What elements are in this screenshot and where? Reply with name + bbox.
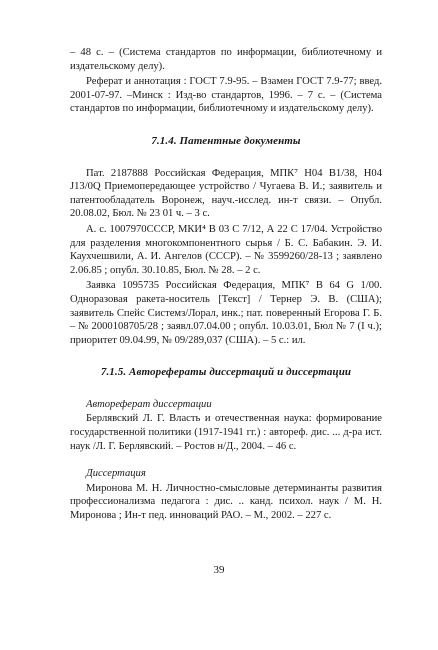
subheading-dissertation: Диссертация: [86, 468, 146, 480]
paragraph-dissertation-entry: Миронова М. Н. Личностно-смысловые детерминанты развития профессионализма педагога : дис. .. канд. психол. наук / М. Н. Миронова ; Ин-т пед. инноваций РАО. – М., 2002. – 227 с.: [70, 482, 382, 522]
page-number: 39: [213, 564, 225, 576]
paragraph-patent-application: Заявка 1095735 Российская Федерация, МПК⁷ В 64 G 1/00. Одноразовая ракета-носитель [Текст] / Тернер Э. В. (США); заявитель Спейс Системз/Лорал, инк.; пат. поверенный Егорова Г. Б. – № 2000108705/28 ; заявл.07.04.00 ; опубл. 10.03.01, Бюл № 7 (I ч.); приоритет 09.04.99, № 09/289,037 (США). – 5 с.: ил.: [70, 280, 382, 346]
paragraph-author-certificate: А. с. 1007970СССР, МКИ⁴ В 03 С 7/12, А 22 С 17/04. Устройство для разделения многокомпонентного сырья / Б. С. Бабакин. Э. И. Каухчешвили, А. И. Ангелов (СССР). – № 3599260/28-13 ; заявлено 2.06.85 ; опубл. 30.10.85, Бюл. № 28. – 2 с.: [70, 223, 382, 276]
section-title-patents: 7.1.4. Патентные документы: [151, 134, 301, 147]
section-title-dissertations: 7.1.5. Авторефераты диссертаций и диссертации: [100, 366, 352, 379]
subheading-abstract: Автореферат диссертации: [86, 398, 212, 410]
paragraph-patent: Пат. 2187888 Российская Федерация, МПК⁷ Н04 В1/38, Н04 J13/0Q Приемопередающее устройство / Чугаева В. И.; заявитель и патентообладатель Воронеж, науч.-исслед. ин-т связи. – Опубл. 20.08.02, Бюл. № 23 01 ч. – 3 с.: [70, 167, 382, 220]
paragraph-abstract-entry: Берлявский Л. Г. Власть и отечественная наука: формирование государственной политики (1917-1941 гг.) : автореф. дис. ... д-ра ист. наук /Л. Г. Берлявский. – Ростов н/Д., 2004. – 46 с.: [70, 413, 382, 452]
paragraph-gost-continuation: – 48 с. – (Система стандартов по информации, библиотечному и издательскому делу).: [70, 47, 382, 72]
paragraph-gost-abstract: Реферат и аннотация : ГОСТ 7.9-95. – Взамен ГОСТ 7.9-77; введ. 2001-07-97. –Минск : Изд-во стандартов, 1996. – 7 с. – (Система стандартов по информации, библиотечному и издательскому делу).: [70, 76, 382, 115]
